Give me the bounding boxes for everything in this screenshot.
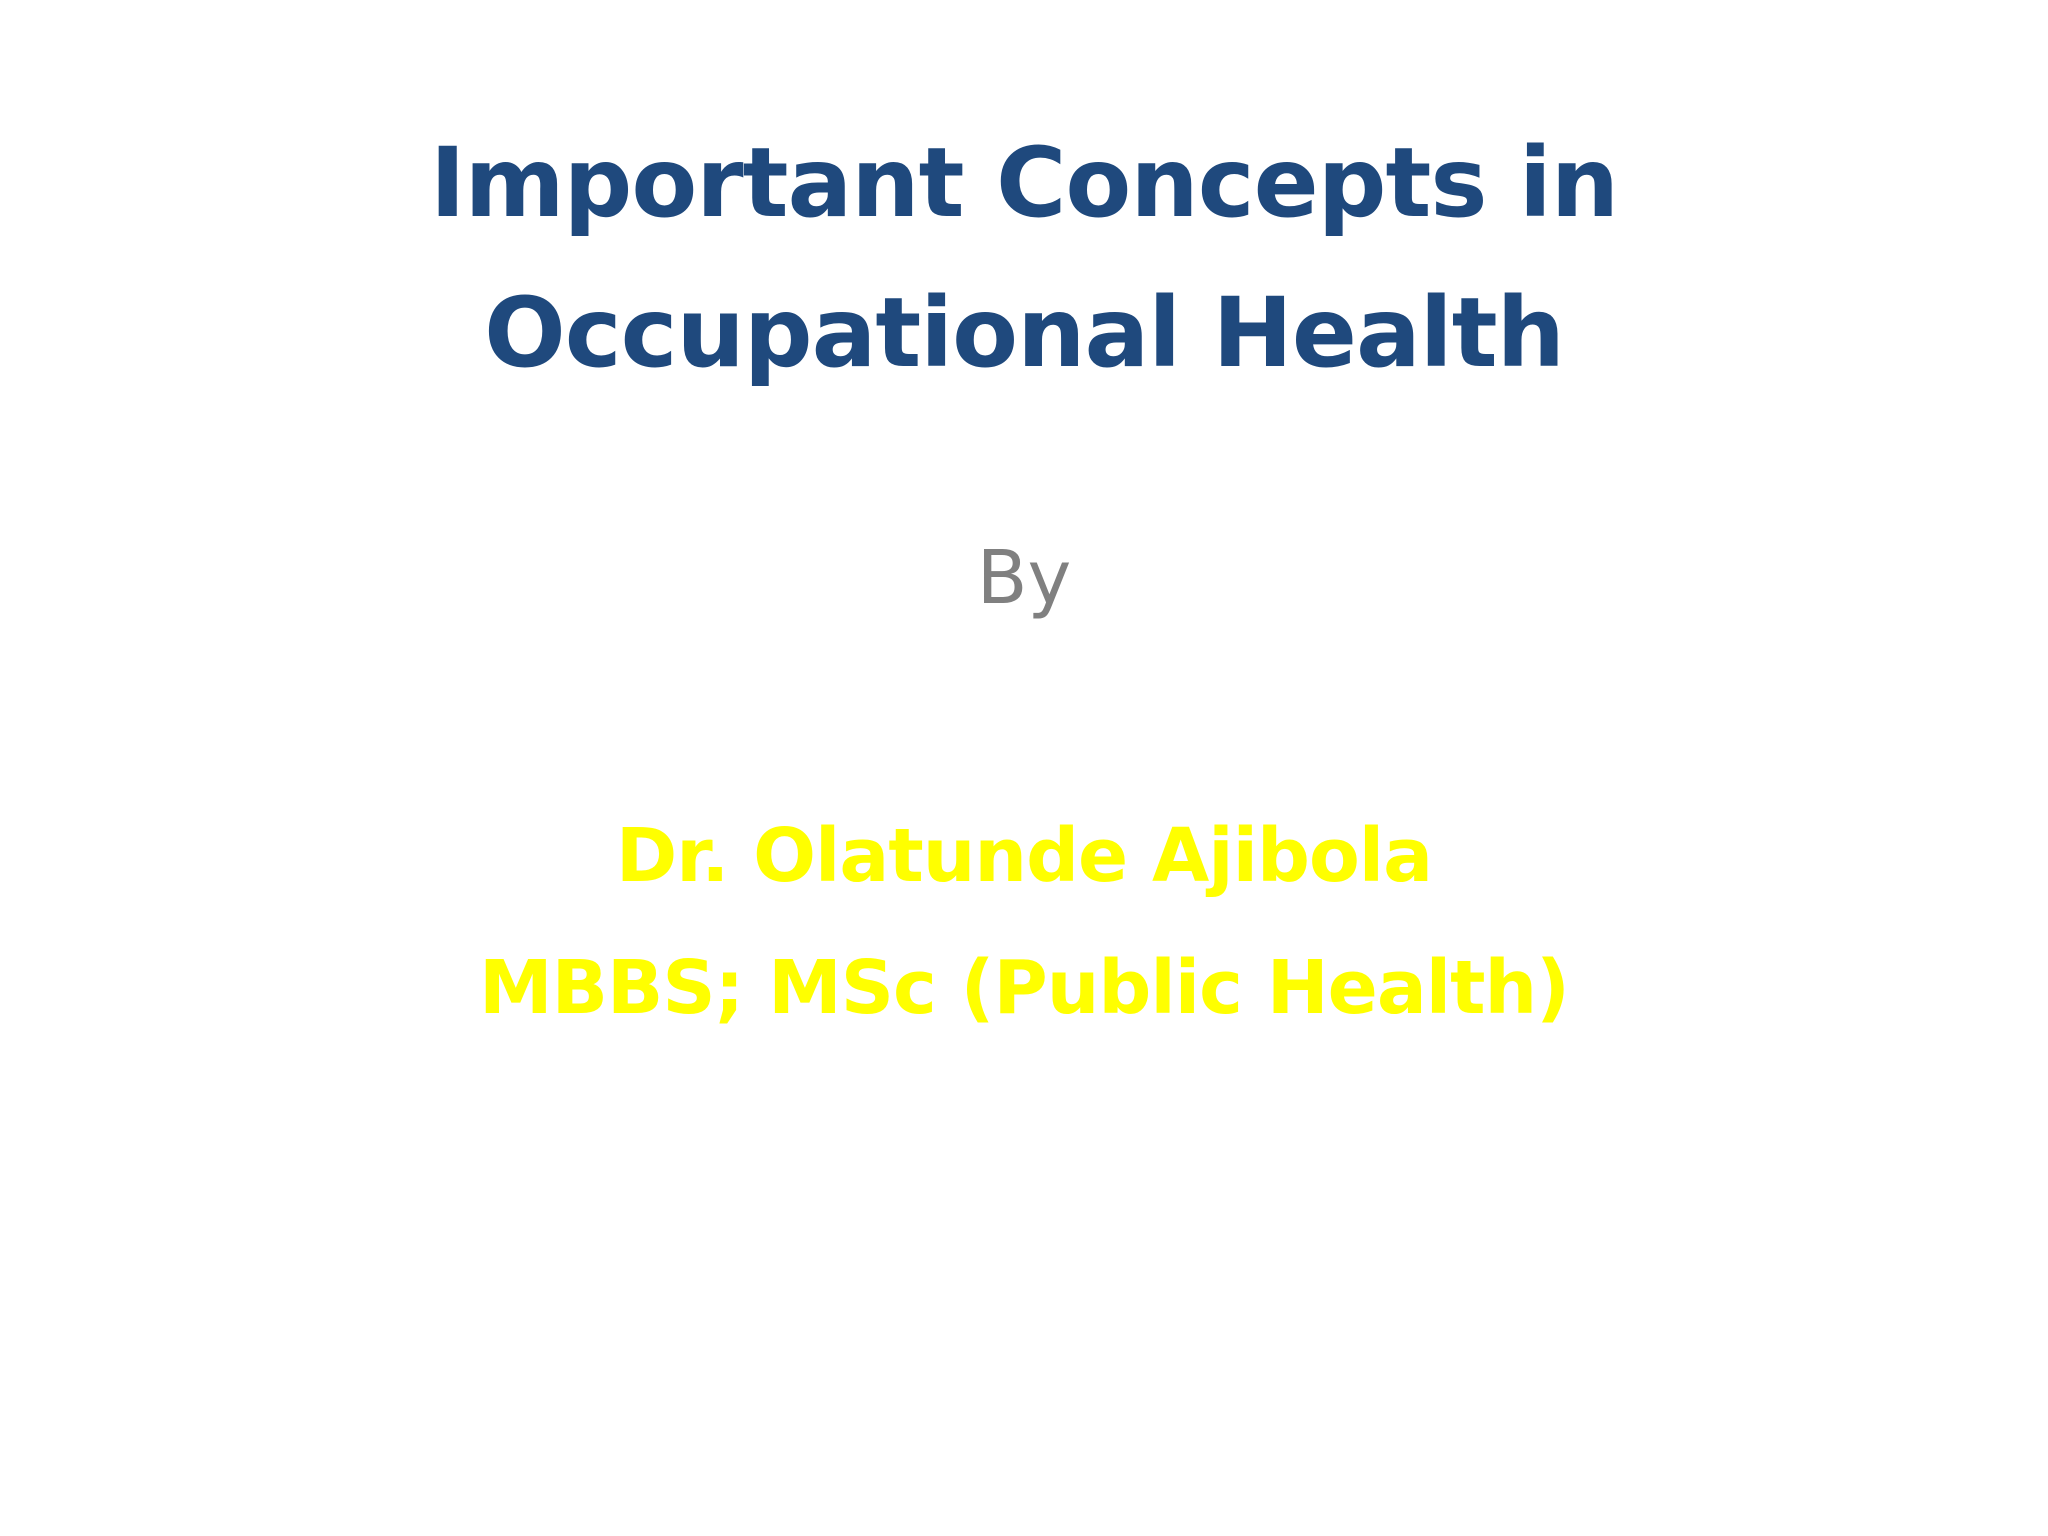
- slide-title: [0, 108, 2048, 408]
- author-block: [0, 790, 2048, 1054]
- title-line-2: Occupational Health: [484, 277, 1564, 389]
- by-label: By: [976, 535, 1072, 621]
- title-line-1: Important Concepts in: [429, 127, 1619, 239]
- author-credentials: MBBS; MSc (Public Health): [478, 945, 1570, 1031]
- author-name: Dr. Olatunde Ajibola: [615, 813, 1433, 899]
